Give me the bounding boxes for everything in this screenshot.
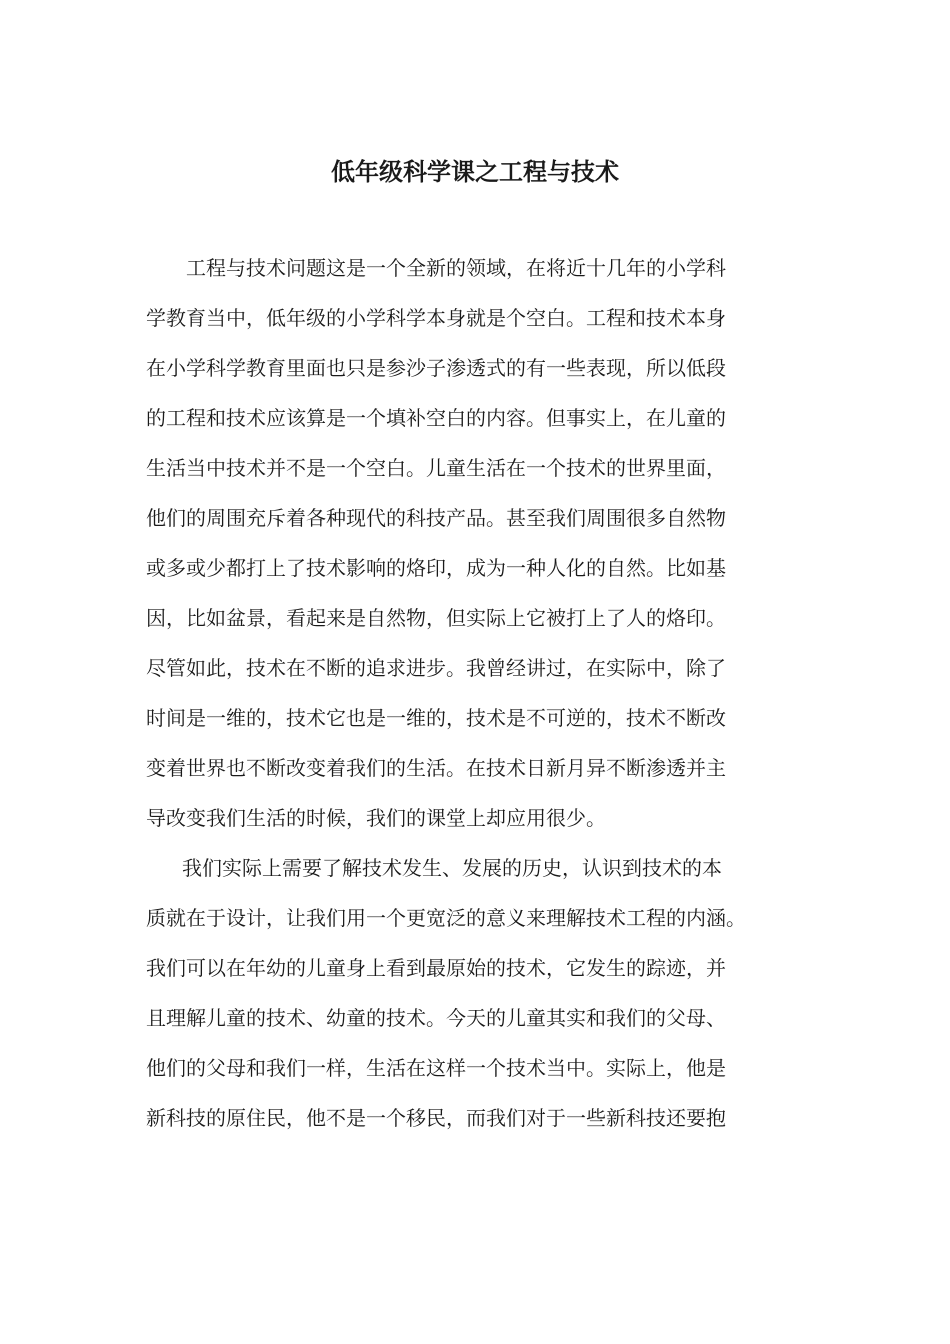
text-line: 的工程和技术应该算是一个填补空白的内容。但事实上，在儿童的: [146, 406, 726, 430]
text-line: 我们实际上需要了解技术发生、发展的历史，认识到技术的本: [182, 856, 722, 880]
text-line: 生活当中技术并不是一个空白。儿童生活在一个技术的世界里面，: [146, 456, 726, 480]
text-line: 他们的周围充斥着各种现代的科技产品。甚至我们周围很多自然物: [146, 506, 726, 530]
document-title: 低年级科学课之工程与技术: [331, 158, 619, 186]
text-line: 他们的父母和我们一样，生活在这样一个技术当中。实际上，他是: [146, 1056, 726, 1080]
text-line: 导改变我们生活的时候，我们的课堂上却应用很少。: [146, 806, 606, 830]
paragraph-1: [146, 243, 806, 843]
document-body: [146, 243, 806, 1143]
text-line: 学教育当中，低年级的小学科学本身就是个空白。工程和技术本身: [146, 306, 726, 330]
text-line: 工程与技术问题这是一个全新的领域，在将近十几年的小学科: [186, 256, 726, 280]
text-line: 质就在于设计，让我们用一个更宽泛的意义来理解技术工程的内涵。: [146, 906, 746, 930]
text-line: 或多或少都打上了技术影响的烙印，成为一种人化的自然。比如基: [146, 556, 726, 580]
text-line: 变着世界也不断改变着我们的生活。在技术日新月异不断渗透并主: [146, 756, 726, 780]
text-line: 尽管如此，技术在不断的追求进步。我曾经讲过，在实际中，除了: [146, 656, 726, 680]
paragraph-2: [146, 843, 806, 1143]
text-line: 且理解儿童的技术、幼童的技术。今天的儿童其实和我们的父母、: [146, 1006, 726, 1030]
text-line: 新科技的原住民，他不是一个移民，而我们对于一些新科技还要抱: [146, 1106, 726, 1130]
text-line: 因，比如盆景，看起来是自然物，但实际上它被打上了人的烙印。: [146, 606, 726, 630]
text-line: 时间是一维的，技术它也是一维的，技术是不可逆的，技术不断改: [146, 706, 726, 730]
text-line: 在小学科学教育里面也只是参沙子渗透式的有一些表现，所以低段: [146, 356, 726, 380]
text-line: 我们可以在年幼的儿童身上看到最原始的技术，它发生的踪迹，并: [146, 956, 726, 980]
